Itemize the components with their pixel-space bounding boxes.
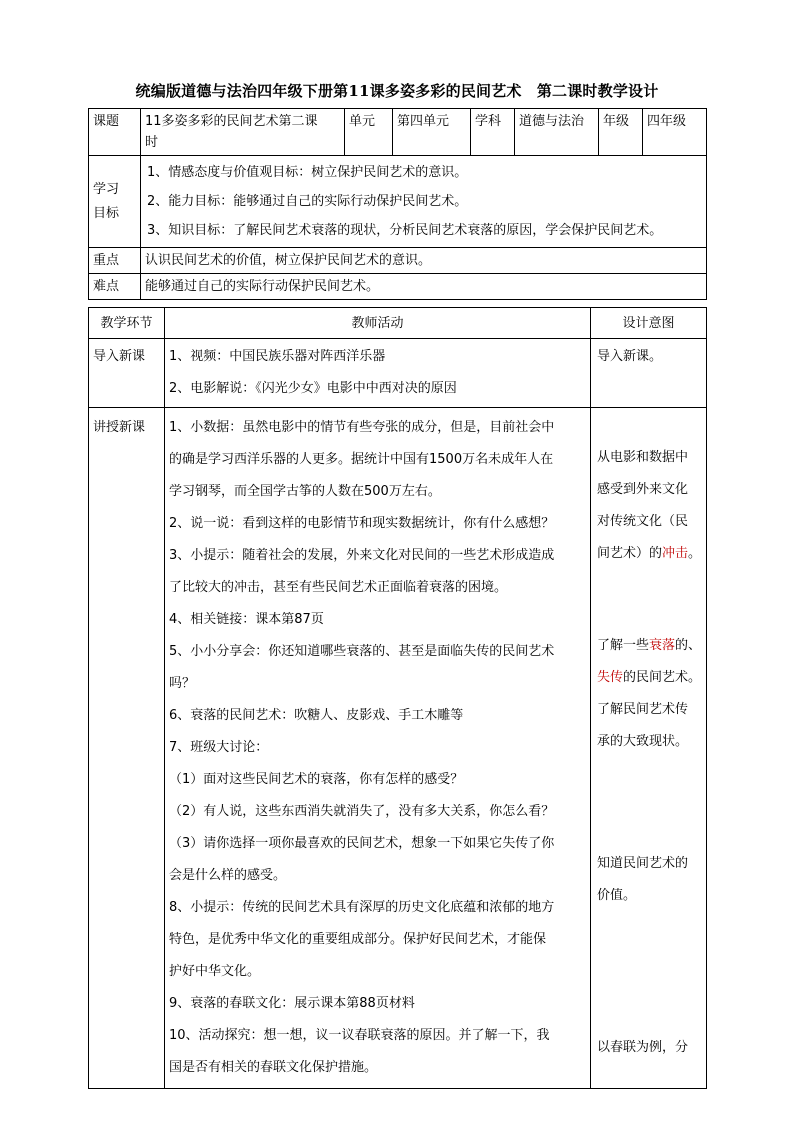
intent-line: 了解一些衰落的、 — [597, 638, 702, 653]
highlight-text: 失传 — [597, 670, 624, 685]
goal-item: 3、知识目标：了解民间艺术衰落的现状，分析民间艺术衰落的原因，学会保护民间艺术。 — [147, 223, 663, 238]
activity-line: 6、衰落的民间艺术：吹糖人、皮影戏、手工木雕等 — [169, 708, 464, 723]
activity-line: 5、小小分享会：你还知道哪些衰落的、甚至是面临失传的民间艺术 — [169, 644, 555, 659]
intent-line: 感受到外来文化 — [597, 482, 689, 497]
activity-line: 学习钢琴，而全国学古筝的人数在500万左右。 — [169, 484, 441, 499]
grade-value: 四年级 — [643, 109, 707, 156]
intent-line: 价值。 — [597, 888, 637, 903]
activity-line: 4、相关链接：课本第87页 — [169, 612, 324, 627]
unit-label: 单元 — [345, 109, 393, 156]
unit-value: 第四单元 — [393, 109, 471, 156]
document-title: 统编版道德与法治四年级下册第11课多姿多彩的民间艺术 第二课时教学设计 — [135, 82, 659, 100]
activity-line: （2）有人说，这些东西消失就消失了，没有多大关系，你怎么看？ — [169, 804, 555, 819]
intent-line: 对传统文化（民 — [597, 514, 689, 529]
activity-line: 2、电影解说：《闪光少女》电影中中西对决的原因 — [169, 381, 457, 396]
header-stage: 教学环节 — [89, 308, 165, 339]
teach-stage: 讲授新课 — [89, 408, 165, 1089]
activity-line: 了比较大的冲击，甚至有些民间艺术正面临着衰落的困境。 — [169, 580, 508, 595]
activity-line: 9、衰落的春联文化：展示课本第88页材料 — [169, 996, 415, 1011]
lesson-info-table — [88, 108, 707, 300]
intent-line: 知道民间艺术的 — [597, 856, 689, 871]
intent-line: 承的大致现状。 — [597, 734, 689, 749]
grade-label: 年级 — [599, 109, 643, 156]
difficulty-value: 能够通过自己的实际行动保护民间艺术。 — [141, 274, 707, 300]
highlight-text: 冲击 — [662, 546, 689, 561]
activity-line: （1）面对这些民间艺术的衰落，你有怎样的感受？ — [169, 772, 464, 787]
subject-label: 学科 — [471, 109, 515, 156]
intent-line: 失传的民间艺术。 — [597, 670, 702, 685]
header-intent: 设计意图 — [591, 308, 707, 339]
intent-line: 间艺术）的冲击。 — [597, 546, 702, 561]
header-activity: 教师活动 — [165, 308, 591, 339]
activity-line: 1、视频：中国民族乐器对阵西洋乐器 — [169, 349, 386, 364]
activity-line: 国是否有相关的春联文化保护措施。 — [169, 1060, 378, 1075]
goals-list — [141, 156, 707, 248]
intro-activity — [165, 339, 591, 408]
lesson-value: 11多姿多彩的民间艺术第二课 时 — [141, 109, 345, 156]
intro-stage: 导入新课 — [89, 339, 165, 408]
difficulty-row — [89, 274, 707, 300]
teach-row — [89, 408, 707, 1089]
lesson-row — [89, 109, 707, 156]
intent-line: 从电影和数据中 — [597, 450, 689, 465]
intent-line: 以春联为例，分 — [597, 1040, 689, 1055]
activity-line: 护好中华文化。 — [169, 964, 261, 979]
key-label: 重点 — [89, 248, 141, 274]
activity-line: 3、小提示：随着社会的发展，外来文化对民间的一些艺术形成造成 — [169, 548, 555, 563]
lesson-label: 课题 — [89, 109, 141, 156]
activity-line: 的确是学习西洋乐器的人更多。据统计中国有1500万名未成年人在 — [169, 452, 554, 467]
subject-value: 道德与法治 — [515, 109, 599, 156]
goal-item: 2、能力目标：能够通过自己的实际行动保护民间艺术。 — [147, 194, 468, 209]
difficulty-label: 难点 — [89, 274, 141, 300]
activity-line: 7、班级大讨论： — [169, 740, 269, 755]
goals-row — [89, 156, 707, 248]
goals-label: 学习 目标 — [89, 156, 141, 248]
header-row — [89, 308, 707, 339]
activity-line: 会是什么样的感受。 — [169, 868, 287, 883]
activity-line: 1、小数据：虽然电影中的情节有些夸张的成分，但是，目前社会中 — [169, 420, 555, 435]
teach-activity — [165, 408, 591, 1089]
intro-row — [89, 339, 707, 408]
intro-intent: 导入新课。 — [591, 339, 707, 408]
teaching-process-table — [88, 307, 707, 1089]
activity-line: 10、活动探究：想一想，议一议春联衰落的原因。并了解一下，我 — [169, 1028, 550, 1043]
goal-item: 1、情感态度与价值观目标：树立保护民间艺术的意识。 — [147, 165, 468, 180]
activity-line: 8、小提示：传统的民间艺术具有深厚的历史文化底蕴和浓郁的地方 — [169, 900, 555, 915]
key-value: 认识民间艺术的价值，树立保护民间艺术的意识。 — [141, 248, 707, 274]
activity-line: 吗？ — [169, 676, 196, 691]
activity-line: 特色，是优秀中华文化的重要组成部分。保护好民间艺术，才能保 — [169, 932, 547, 947]
highlight-text: 衰落 — [649, 638, 676, 653]
key-row — [89, 248, 707, 274]
activity-line: 2、说一说：看到这样的电影情节和现实数据统计，你有什么感想？ — [169, 516, 555, 531]
intent-line: 了解民间艺术传 — [597, 702, 689, 717]
teach-intent — [591, 408, 707, 1089]
activity-line: （3）请你选择一项你最喜欢的民间艺术，想象一下如果它失传了你 — [169, 836, 555, 851]
